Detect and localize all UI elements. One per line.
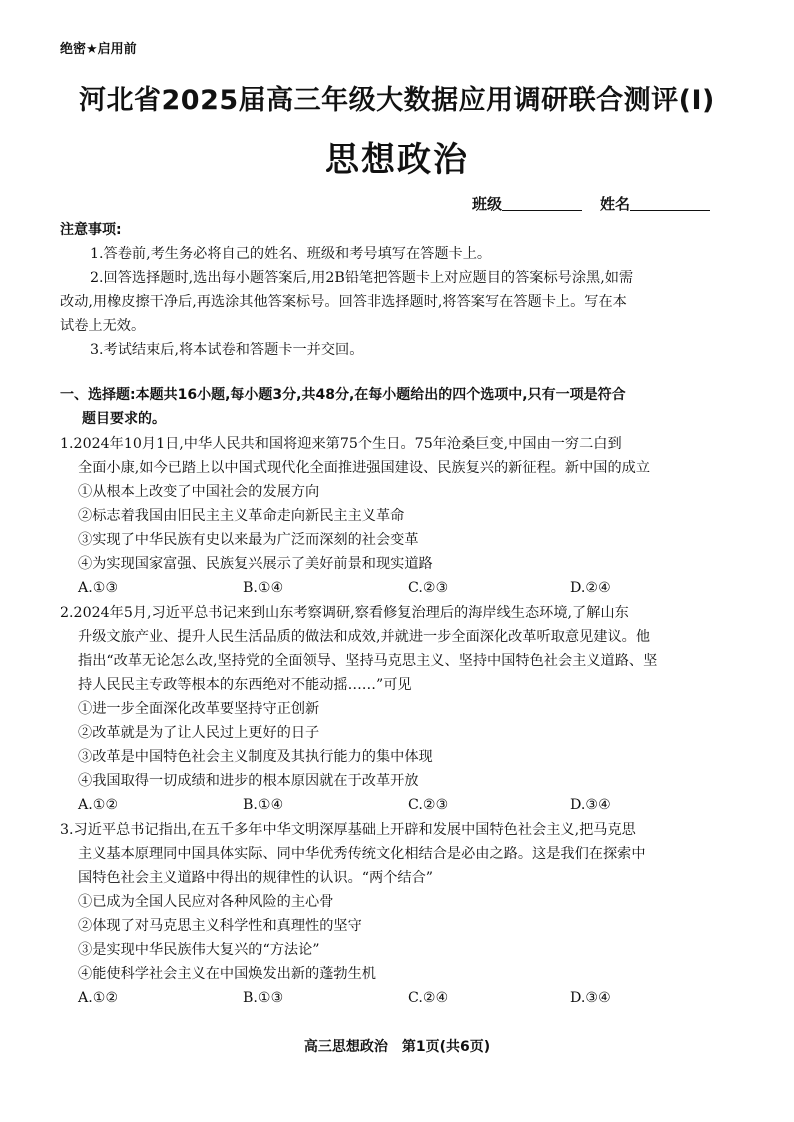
option-b[interactable]: B.①③ xyxy=(243,990,284,1006)
section-heading: 一、选择题:本题共16小题,每小题3分,共48分,在每小题给出的四个选项中,只有一项是符合 xyxy=(60,387,626,403)
name-blank[interactable] xyxy=(630,195,710,211)
class-label: 班级 xyxy=(472,195,503,213)
exam-title: 河北省2025届高三年级大数据应用调研联合测评(Ⅰ) xyxy=(79,85,715,116)
question-3-stem: 3.习近平总书记指出,在五千多年中华文明深厚基础上开辟和发展中国特色社会主义,把马克思 xyxy=(60,822,636,838)
secret-mark: 绝密★启用前 xyxy=(60,42,137,57)
option-d[interactable]: D.②④ xyxy=(570,580,611,596)
note-item: 1.答卷前,考生务必将自己的姓名、班级和考号填写在答题卡上。 xyxy=(90,246,492,262)
question-3-options xyxy=(78,986,758,1010)
student-info-fields xyxy=(472,193,710,214)
question-3-statement: ③是实现中华民族伟大复兴的“方法论” xyxy=(78,942,320,958)
question-2-stem: 2.2024年5月,习近平总书记来到山东考察调研,察看修复治理后的海岸线生态环境,了解山东 xyxy=(60,605,629,621)
section-heading-cont: 题目要求的。 xyxy=(82,411,166,427)
option-a[interactable]: A.①③ xyxy=(78,580,119,596)
note-item: 2.回答选择题时,选出每小题答案后,用2B铅笔把答题卡上对应题目的答案标号涂黑,如需 xyxy=(90,270,634,286)
note-item: 3.考试结束后,将本试卷和答题卡一并交回。 xyxy=(90,342,364,358)
note-item: 试卷上无效。 xyxy=(60,318,146,334)
question-2-statement: ③改革是中国特色社会主义制度及其执行能力的集中体现 xyxy=(78,749,433,765)
option-d[interactable]: D.③④ xyxy=(570,797,611,813)
question-3-statement: ①已成为全国人民应对各种风险的主心骨 xyxy=(78,894,334,910)
question-2-options xyxy=(78,793,758,817)
question-2-stem: 指出“改革无论怎么改,坚持党的全面领导、坚持马克思主义、坚持中国特色社会主义道路、坚 xyxy=(78,653,658,669)
note-item: 改动,用橡皮擦干净后,再选涂其他答案标号。回答非选择题时,将答案写在答题卡上。写在本 xyxy=(60,294,627,310)
option-c[interactable]: C.②③ xyxy=(408,580,449,596)
question-2-stem: 升级文旅产业、提升人民生活品质的做法和成效,并就进一步全面深化改革听取意见建议。他 xyxy=(78,629,651,645)
question-1-options xyxy=(78,576,758,600)
option-b[interactable]: B.①④ xyxy=(243,580,284,596)
question-3-stem: 国特色社会主义道路中得出的规律性的认识。“两个结合” xyxy=(78,870,434,886)
name-label: 姓名 xyxy=(600,195,631,213)
question-1-stem: 全面小康,如今已踏上以中国式现代化全面推进强国建设、民族复兴的新征程。新中国的成立 xyxy=(78,460,651,476)
question-1-statement: ④为实现国家富强、民族复兴展示了美好前景和现实道路 xyxy=(78,556,433,572)
question-3-stem: 主义基本原理同中国具体实际、同中华优秀传统文化相结合是必由之路。这是我们在探索中 xyxy=(78,846,646,862)
question-2-statement: ②改革就是为了让人民过上更好的日子 xyxy=(78,725,320,741)
question-1-stem: 1.2024年10月1日,中华人民共和国将迎来第75个生日。75年沧桑巨变,中国由一穷二白到 xyxy=(60,436,622,452)
option-c[interactable]: C.②③ xyxy=(408,797,449,813)
option-a[interactable]: A.①② xyxy=(78,990,119,1006)
class-blank[interactable] xyxy=(502,195,582,211)
option-a[interactable]: A.①② xyxy=(78,797,119,813)
question-2-statement: ④我国取得一切成绩和进步的根本原因就在于改革开放 xyxy=(78,773,419,789)
question-2-stem: 持人民民主专政等根本的东西绝对不能动摇……”可见 xyxy=(78,677,412,693)
question-3-statement: ②体现了对马克思主义科学性和真理性的坚守 xyxy=(78,918,362,934)
question-1-statement: ③实现了中华民族有史以来最为广泛而深刻的社会变革 xyxy=(78,532,419,548)
question-3-statement: ④能使科学社会主义在中国焕发出新的蓬勃生机 xyxy=(78,966,376,982)
option-b[interactable]: B.①④ xyxy=(243,797,284,813)
notes-heading: 注意事项: xyxy=(60,222,122,238)
question-2-statement: ①进一步全面深化改革要坚持守正创新 xyxy=(78,701,320,717)
question-1-statement: ②标志着我国由旧民主主义革命走向新民主主义革命 xyxy=(78,508,405,524)
page-footer: 高三思想政治 第1页(共6页) xyxy=(303,1039,491,1055)
question-1-statement: ①从根本上改变了中国社会的发展方向 xyxy=(78,484,320,500)
subject-title: 思想政治 xyxy=(325,140,469,180)
option-c[interactable]: C.②④ xyxy=(408,990,449,1006)
option-d[interactable]: D.③④ xyxy=(570,990,611,1006)
